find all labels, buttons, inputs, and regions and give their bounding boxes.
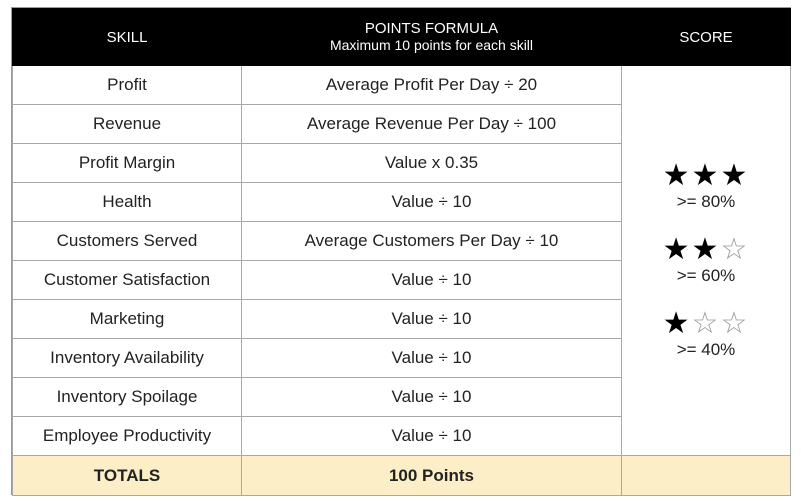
score-tier (622, 306, 790, 361)
star-empty-icon: ☆ (720, 232, 750, 266)
tier-threshold-label: >= 40% (676, 339, 736, 359)
totals-value: 100 Points (242, 456, 622, 496)
star-filled-icon: ★ (662, 158, 692, 192)
star-filled-icon: ★ (720, 158, 750, 192)
skill-cell: Customer Satisfaction (13, 261, 242, 300)
formula-cell: Average Customers Per Day ÷ 10 (242, 222, 622, 261)
star-filled-icon: ★ (662, 232, 692, 266)
table-body (13, 66, 791, 496)
formula-cell: Average Profit Per Day ÷ 20 (242, 66, 622, 105)
formula-cell: Average Revenue Per Day ÷ 100 (242, 105, 622, 144)
skill-cell: Revenue (13, 105, 242, 144)
formula-cell: Value ÷ 10 (242, 378, 622, 417)
score-legend-cell (622, 66, 791, 456)
header-formula-title: POINTS FORMULA (364, 20, 499, 37)
skill-cell: Customers Served (13, 222, 242, 261)
tier-threshold-label: >= 60% (676, 265, 736, 285)
header-skill: SKILL (13, 9, 242, 66)
table-row (13, 66, 791, 105)
table-header (13, 9, 791, 66)
star-empty-icon: ☆ (691, 306, 721, 340)
formula-cell: Value ÷ 10 (242, 183, 622, 222)
star-filled-icon: ★ (662, 306, 692, 340)
skill-cell: Profit Margin (13, 144, 242, 183)
totals-row (13, 456, 791, 496)
formula-cell: Value ÷ 10 (242, 261, 622, 300)
formula-cell: Value ÷ 10 (242, 339, 622, 378)
star-filled-icon: ★ (691, 232, 721, 266)
skill-cell: Health (13, 183, 242, 222)
totals-score (622, 456, 791, 496)
skill-cell: Employee Productivity (13, 417, 242, 456)
skill-cell: Profit (13, 66, 242, 105)
star-filled-icon: ★ (691, 158, 721, 192)
skill-cell: Marketing (13, 300, 242, 339)
scoring-table (12, 8, 791, 496)
score-tier (622, 158, 790, 213)
star-rating (622, 306, 790, 340)
formula-cell: Value ÷ 10 (242, 300, 622, 339)
header-row (13, 9, 791, 66)
header-formula-subtitle: Maximum 10 points for each skill (329, 37, 534, 53)
skill-cell: Inventory Spoilage (13, 378, 242, 417)
formula-cell: Value x 0.35 (242, 144, 622, 183)
tier-threshold-label: >= 80% (676, 191, 736, 211)
star-rating (622, 232, 790, 266)
scoring-table-container (11, 7, 791, 495)
star-rating (622, 158, 790, 192)
totals-label: TOTALS (13, 456, 242, 496)
skill-cell: Inventory Availability (13, 339, 242, 378)
score-tier (622, 232, 790, 287)
header-points-formula (242, 9, 622, 66)
star-empty-icon: ☆ (720, 306, 750, 340)
formula-cell: Value ÷ 10 (242, 417, 622, 456)
header-score: SCORE (622, 9, 791, 66)
